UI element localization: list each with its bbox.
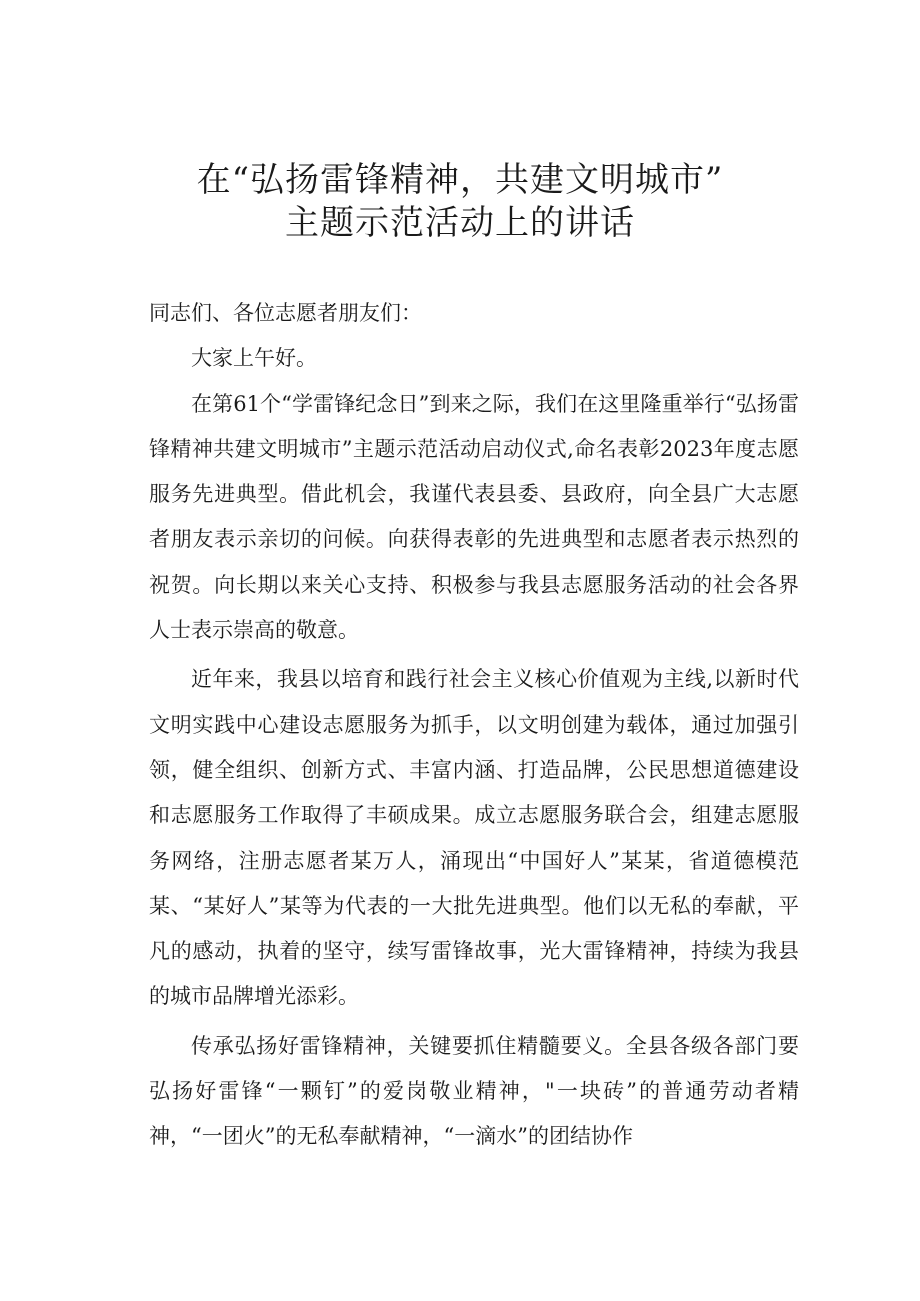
paragraph-2: 近年来，我县以培育和践行社会主义核心价值观为主线,以新时代文明实践中心建设志愿服务为抓手，以文明创建为载体，通过加强引领，健全组织、创新方式、丰富内涵、打造品牌，公民思想道德建设和志愿服务工作取得了丰硕成果。成立志愿服务联合会，组建志愿服务网络，注册志愿者某万人，涌现出“中国好人”某某，省道德模范某、“某好人”某等为代表的一大批先进典型。他们以无私的奉献，平凡的感动，执着的坚守，续写雷锋故事，光大雷锋精神，持续为我县的城市品牌增光添彩。: [149, 667, 799, 1009]
greeting: 大家上午好。: [191, 346, 317, 371]
document-title-line-1: 在“弘扬雷锋精神，共建文明城市”: [196, 160, 724, 200]
document-body: [149, 291, 799, 1160]
salutation: 同志们、各位志愿者朋友们：: [149, 301, 422, 325]
paragraph-3: 传承弘扬好雷锋精神，关键要抓住精髓要义。全县各级各部门要弘扬好雷锋“一颗钉”的爱岗敬业精神，"一块砖”的普通劳动者精神，“一团火”的无私奉献精神，“一滴水”的团结协作: [149, 1033, 799, 1149]
document-title-line-2: 主题示范活动上的讲话: [285, 203, 635, 243]
paragraph-1: 在第61个“学雷锋纪念日”到来之际，我们在这里隆重举行“弘扬雷锋精神共建文明城市”主题示范活动启动仪式,命名表彰2023年度志愿服务先进典型。借此机会，我谨代表县委、县政府，向全县广大志愿者朋友表示亲切的问候。向获得表彰的先进典型和志愿者表示热烈的祝贺。向长期以来关心支持、积极参与我县志愿服务活动的社会各界人士表示崇高的敬意。: [149, 391, 799, 643]
